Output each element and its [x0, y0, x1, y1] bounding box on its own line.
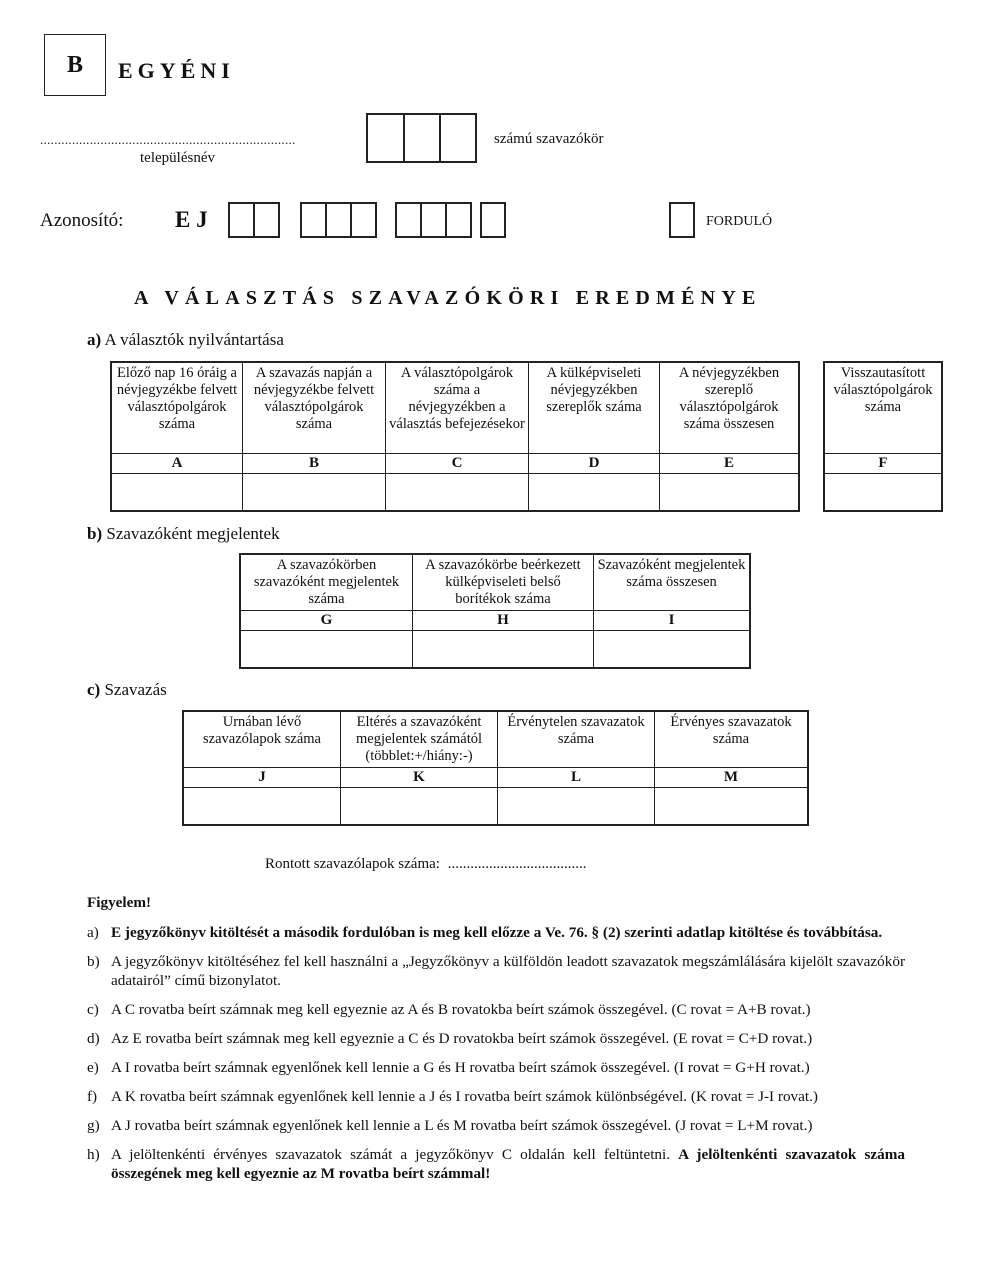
col-l-desc: Érvénytelen szavazatok száma	[498, 711, 655, 768]
col-f-value[interactable]	[824, 473, 942, 511]
note-label: b)	[87, 953, 100, 970]
col-f-desc: Visszautasított választópolgárok száma	[824, 362, 942, 453]
col-f-code: F	[824, 453, 942, 473]
col-k-code: K	[341, 768, 498, 788]
col-j-value[interactable]	[183, 788, 341, 826]
section-a-heading	[87, 330, 284, 350]
note-label: d)	[87, 1030, 100, 1047]
note-label: c)	[87, 1001, 99, 1018]
spoiled-ballots-label: Rontott szavazólapok száma:	[265, 856, 440, 872]
voters-present-table	[239, 553, 751, 669]
main-title: A VÁLASZTÁS SZAVAZÓKÖRI EREDMÉNYE	[134, 287, 762, 309]
note-bold-tail: A jelöltenkénti szavazatok száma összegének meg kell egyeznie az M rovatba beírt számmal!	[111, 1146, 905, 1182]
id-digit-box[interactable]	[228, 202, 253, 238]
section-b-letter: b)	[87, 524, 103, 543]
id-box-group-4[interactable]	[480, 202, 506, 238]
note-item	[87, 952, 905, 990]
note-text: A jelöltenkénti érvényes szavazatok számát a jegyzőkönyv C oldalán kell feltüntetni.	[111, 1146, 671, 1163]
note-item	[87, 1058, 905, 1077]
col-j-desc: Urnában lévő szavazólapok száma	[183, 711, 341, 768]
settlement-label: településnév	[140, 150, 215, 166]
note-label: g)	[87, 1117, 100, 1134]
col-i-desc: Szavazóként megjelentek száma összesen	[594, 554, 751, 611]
col-c-code: C	[386, 453, 529, 473]
note-text: A C rovatba beírt számnak meg kell egyeznie az A és B rovatokba beírt számok összegével. (C rovat = A+B rovat.)	[111, 1001, 811, 1018]
id-digit-box[interactable]	[445, 202, 470, 238]
round-box[interactable]	[669, 202, 695, 238]
col-h-value[interactable]	[413, 631, 594, 669]
col-g-value[interactable]	[240, 631, 413, 669]
note-item	[87, 1116, 905, 1135]
section-c-heading	[87, 680, 167, 700]
col-l-value[interactable]	[498, 788, 655, 826]
col-c-desc: A választópolgárok száma a névjegyzékben a választás befejezésekor	[386, 362, 529, 453]
col-m-code: M	[655, 768, 809, 788]
spoiled-ballots-line[interactable]	[265, 856, 586, 873]
notes-section	[87, 893, 905, 1193]
section-a-title: A választók nyilvántartása	[104, 330, 284, 349]
id-box-group-1[interactable]	[228, 202, 280, 238]
form-letter-box: B	[44, 34, 106, 96]
note-text: A K rovatba beírt számnak egyenlőnek kell lennie a J és I rovatba beírt számok különbségével. (K rovat = J-I rovat.)	[111, 1088, 818, 1105]
col-h-code: H	[413, 611, 594, 631]
rejected-voters-table	[823, 361, 943, 512]
col-a-desc: Előző nap 16 óráig a névjegyzékbe felvett választópolgárok száma	[111, 362, 243, 453]
col-g-desc: A szavazókörben szavazóként megjelentek száma	[240, 554, 413, 611]
id-digit-box[interactable]	[350, 202, 375, 238]
id-label: Azonosító:	[40, 210, 124, 231]
round-label: FORDULÓ	[706, 214, 773, 229]
note-text: A jegyzőkönyv kitöltéséhez fel kell használni a „Jegyzőkönyv a külföldön leadott szavazatok megszámlálására kijelölt szavazókör adatairól” című bizonylatot.	[111, 953, 905, 989]
note-label: h)	[87, 1146, 100, 1163]
id-prefix: E J	[175, 207, 208, 232]
round-digit-box[interactable]	[669, 202, 693, 238]
col-i-value[interactable]	[594, 631, 751, 669]
col-a-code: A	[111, 453, 243, 473]
note-label: e)	[87, 1059, 99, 1076]
col-a-value[interactable]	[111, 473, 243, 511]
col-d-desc: A külképviseleti névjegyzékben szereplők száma	[529, 362, 660, 453]
id-digit-box[interactable]	[480, 202, 504, 238]
id-box-group-3[interactable]	[395, 202, 472, 238]
spoiled-ballots-dots[interactable]: .....................................	[447, 856, 587, 872]
col-e-desc: A névjegyzékben szereplő választópolgárok száma összesen	[660, 362, 800, 453]
precinct-digit-box[interactable]	[366, 113, 403, 163]
precinct-label: számú szavazókör	[494, 131, 604, 147]
note-item	[87, 1000, 905, 1019]
settlement-dots: ........................................................................	[40, 132, 296, 147]
col-j-code: J	[183, 768, 341, 788]
precinct-digit-box[interactable]	[439, 113, 475, 163]
note-item	[87, 923, 905, 942]
section-b-heading	[87, 524, 280, 544]
notes-heading: Figyelem!	[87, 894, 152, 911]
section-c-letter: c)	[87, 680, 101, 699]
note-item	[87, 1087, 905, 1106]
id-digit-box[interactable]	[420, 202, 445, 238]
id-digit-box[interactable]	[253, 202, 278, 238]
id-digit-box[interactable]	[325, 202, 350, 238]
col-d-code: D	[529, 453, 660, 473]
col-k-value[interactable]	[341, 788, 498, 826]
voter-registry-table	[110, 361, 800, 512]
voting-table	[182, 710, 809, 826]
precinct-digit-box[interactable]	[403, 113, 439, 163]
id-box-group-2[interactable]	[300, 202, 377, 238]
section-b-title: Szavazóként megjelentek	[106, 524, 280, 543]
id-digit-box[interactable]	[395, 202, 420, 238]
note-label: f)	[87, 1088, 98, 1105]
col-e-value[interactable]	[660, 473, 800, 511]
col-d-value[interactable]	[529, 473, 660, 511]
col-k-desc: Eltérés a szavazóként megjelentek számától (többlet:+/hiány:-)	[341, 711, 498, 768]
note-bold: E jegyzőkönyv kitöltését a második fordulóban is meg kell előzze a Ve. 76. § (2) szerinti adatlap kitöltése és továbbítása.	[111, 924, 883, 941]
col-b-value[interactable]	[243, 473, 386, 511]
note-text: Az E rovatba beírt számnak meg kell egyeznie a C és D rovatokba beírt számok összegével. (E rovat = C+D rovat.)	[111, 1030, 813, 1047]
col-b-desc: A szavazás napján a névjegyzékbe felvett választópolgárok száma	[243, 362, 386, 453]
col-g-code: G	[240, 611, 413, 631]
col-b-code: B	[243, 453, 386, 473]
form-title: EGYÉNI	[118, 58, 235, 83]
note-text: A I rovatba beírt számnak egyenlőnek kell lennie a G és H rovatba beírt számok összegével. (I rovat = G+H rovat.)	[111, 1059, 810, 1076]
section-c-title: Szavazás	[104, 680, 167, 699]
note-item	[87, 1145, 905, 1183]
col-m-value[interactable]	[655, 788, 809, 826]
id-digit-box[interactable]	[300, 202, 325, 238]
col-c-value[interactable]	[386, 473, 529, 511]
col-h-desc: A szavazókörbe beérkezett külképviseleti belső borítékok száma	[413, 554, 594, 611]
section-a-letter: a)	[87, 330, 102, 349]
col-e-code: E	[660, 453, 800, 473]
note-text: A J rovatba beírt számnak egyenlőnek kell lennie a L és M rovatba beírt számok összegével. (J rovat = L+M rovat.)	[111, 1117, 813, 1134]
note-item	[87, 1029, 905, 1048]
precinct-number-boxes[interactable]	[366, 113, 477, 163]
note-label: a)	[87, 924, 99, 941]
col-l-code: L	[498, 768, 655, 788]
col-m-desc: Érvényes szavazatok száma	[655, 711, 809, 768]
col-i-code: I	[594, 611, 751, 631]
